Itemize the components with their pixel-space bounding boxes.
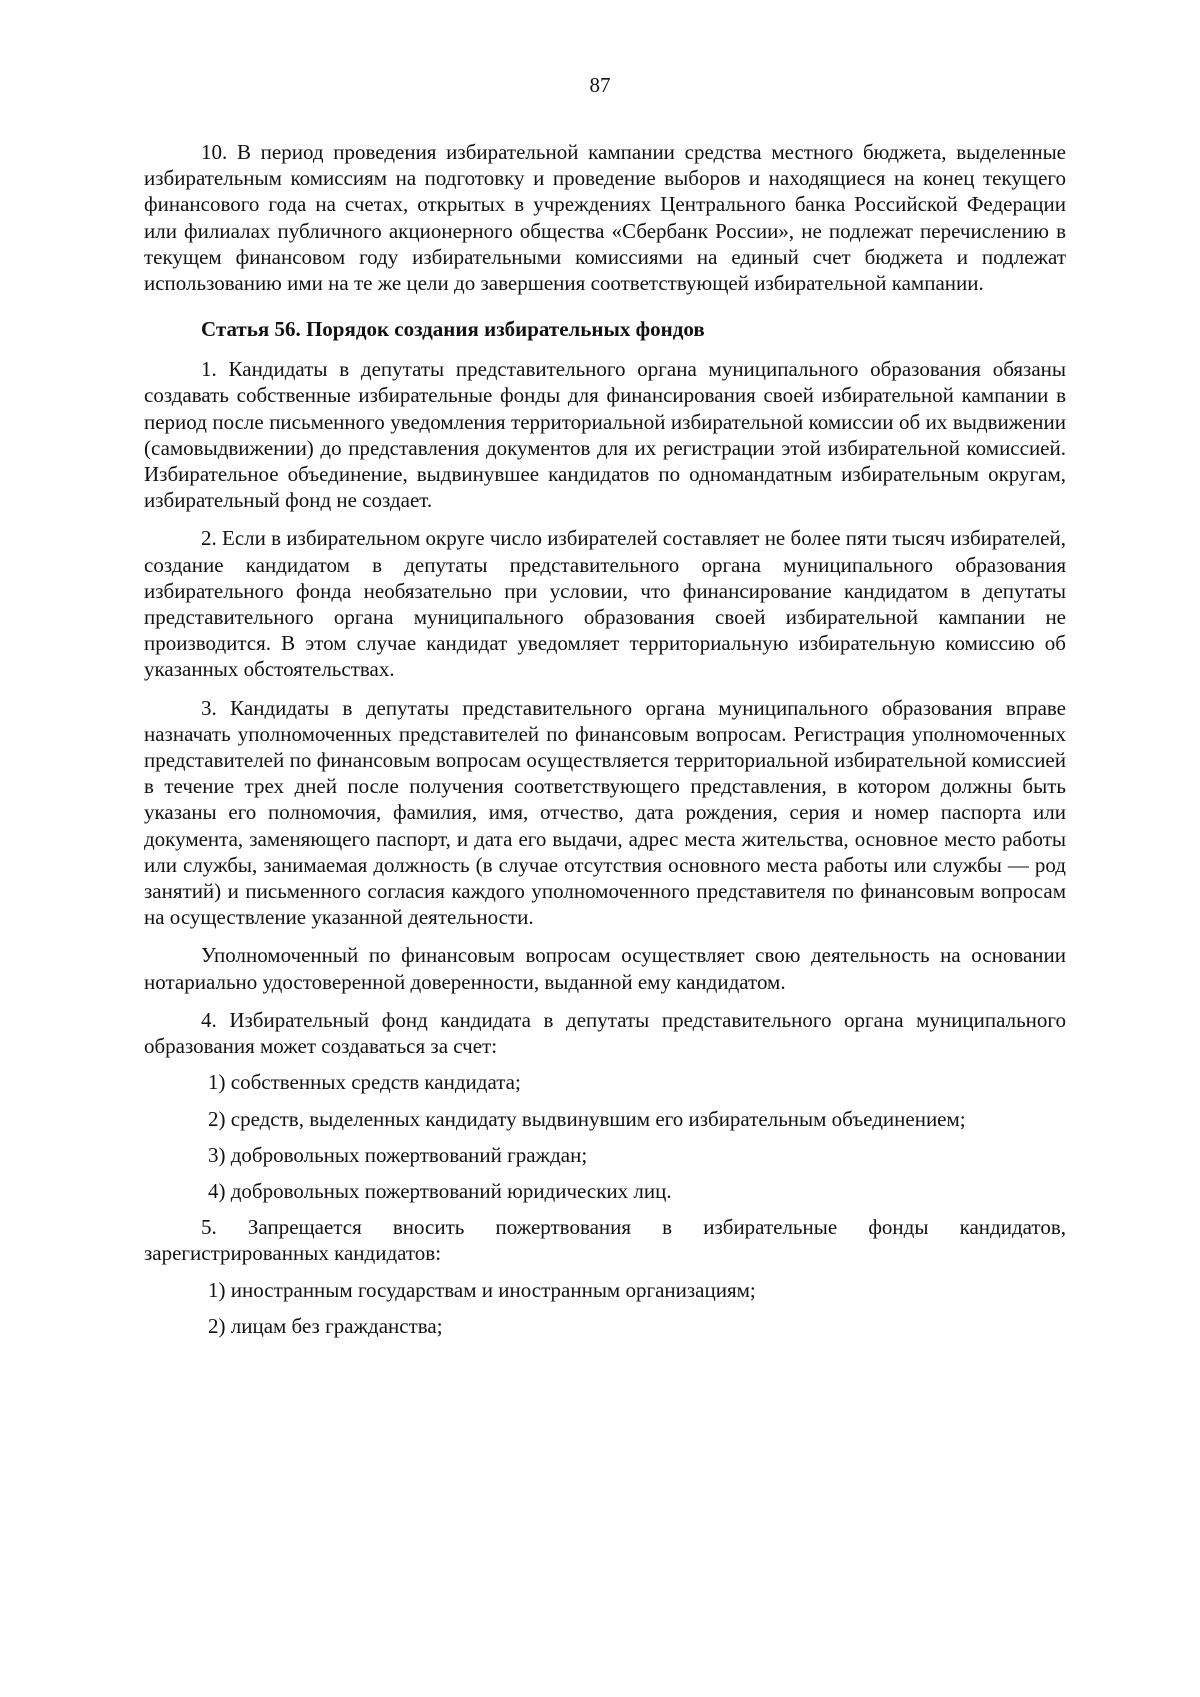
article-heading: Статья 56. Порядок создания избирательных фондов [201, 317, 705, 342]
document-body [144, 139, 1066, 1339]
paragraph-2: 2. Если в избирательном округе число избирателей составляет не более пяти тысяч избирателей, создание кандидатом в депутаты представительного органа муниципального образования избирательного фонда необязательно при условии, что финансирование кандидатом в депутаты представительного органа муниципального образования своей избирательной кампании не производится. В этом случае кандидат уведомляет территориальную избирательную комиссию об указанных обстоятельствах. [144, 526, 1066, 682]
paragraph-1: 1. Кандидаты в депутаты представительного органа муниципального образования обязаны создавать собственные избирательные фонды для финансирования своей избирательной кампании в период после письменного уведомления территориальной избирательной комиссии об их выдвижении (самовыдвижении) до представления документов для их регистрации этой избирательной комиссией. Избирательное объединение, выдвинувшее кандидатов по одномандатным избирательным округам, избирательный фонд не создает. [144, 357, 1066, 513]
paragraph-3-note: Уполномоченный по финансовым вопросам осуществляет свою деятельность на основании нотариально удостоверенной доверенности, выданной ему кандидатом. [144, 943, 1066, 994]
paragraph-5: 5. Запрещается вносить пожертвования в избирательные фонды кандидатов, зарегистрированных кандидатов: [144, 1215, 1066, 1266]
paragraph-3: 3. Кандидаты в депутаты представительного органа муниципального образования вправе назначать уполномоченных представителей по финансовым вопросам. Регистрация уполномоченных представителей по финансовым вопросам осуществляется территориальной избирательной комиссией в течение трех дней после получения соответствующего представления, в котором должны быть указаны его полномочия, фамилия, имя, отчество, дата рождения, серия и номер паспорта или документа, заменяющего паспорт, и дата его выдачи, адрес места жительства, основное место работы или службы, занимаемая должность (в случае отсутствия основного места работы или службы — род занятий) и письменного согласия каждого уполномоченного представителя по финансовым вопросам на осуществление указанной деятельности. [144, 695, 1066, 930]
list-item: 2) лицам без гражданства; [208, 1313, 443, 1338]
paragraph-10: 10. В период проведения избирательной кампании средства местного бюджета, выделенные избирательным комиссиям на подготовку и проведение выборов и находящиеся на конец текущего финансового года на счетах, открытых в учреждениях Центрального банка Российской Федерации или филиалах публичного акционерного общества «Сбербанк России», не подлежат перечислению в текущем финансовом году избирательными комиссиями на единый счет бюджета и подлежат использованию ими на те же цели до завершения соответствующей избирательной кампании. [144, 140, 1066, 296]
list-item: 4) добровольных пожертвований юридических лиц. [208, 1178, 672, 1203]
list-item: 1) собственных средств кандидата; [208, 1070, 521, 1095]
list-item: 2) средств, выделенных кандидату выдвинувшим его избирательным объединением; [208, 1106, 966, 1131]
list-item: 1) иностранным государствам и иностранным организациям; [208, 1277, 756, 1302]
list-item: 3) добровольных пожертвований граждан; [208, 1142, 588, 1167]
paragraph-4: 4. Избирательный фонд кандидата в депутаты представительного органа муниципального образования может создаваться за счет: [144, 1007, 1066, 1059]
page-number: 87 [589, 73, 611, 97]
